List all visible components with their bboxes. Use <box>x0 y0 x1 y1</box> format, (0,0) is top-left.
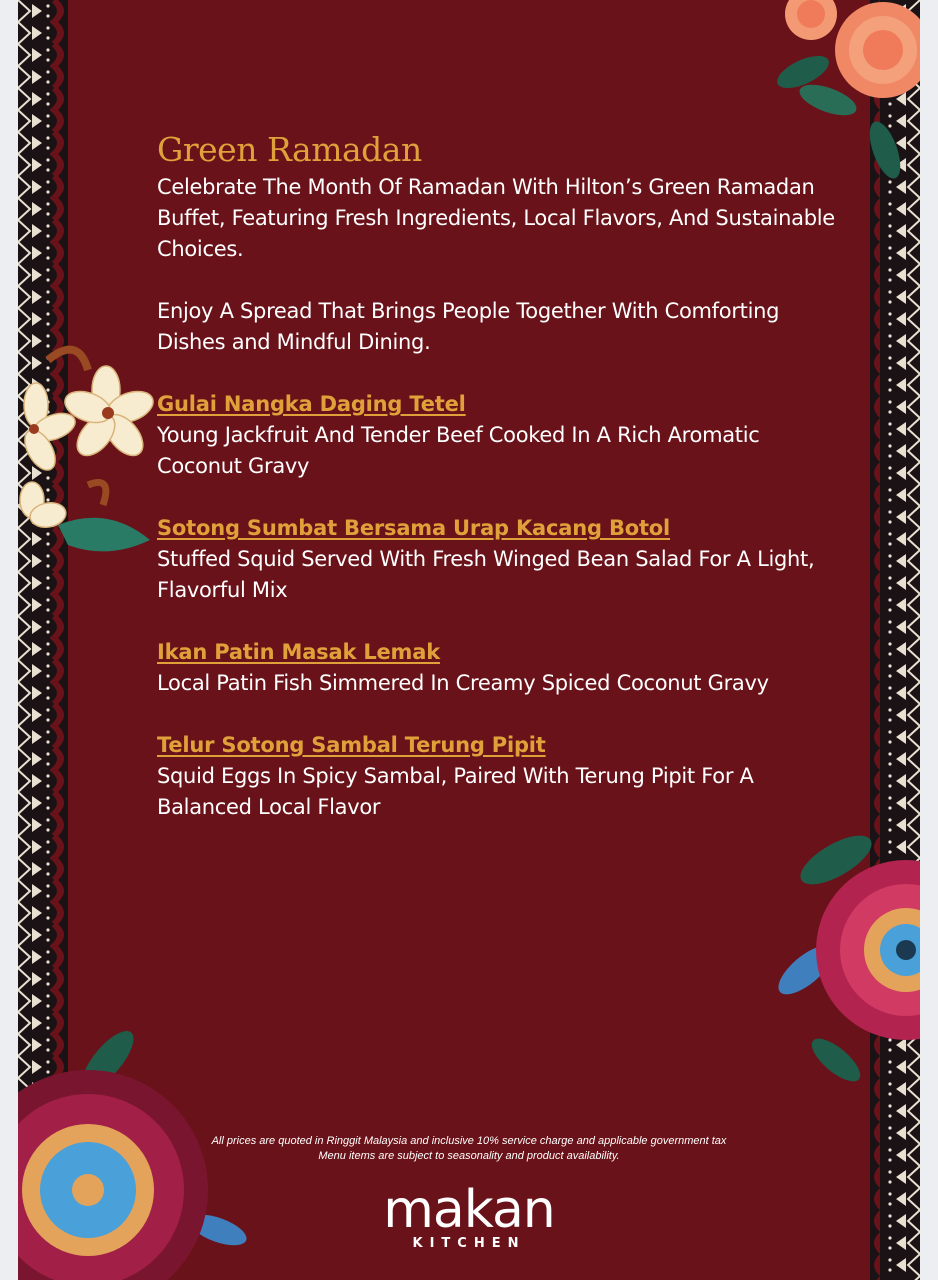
dish-description: Local Patin Fish Simmered In Creamy Spiced Coconut Gravy <box>157 671 769 695</box>
dish-name-link[interactable]: Telur Sotong Sambal Terung Pipit <box>157 733 546 757</box>
dish-item <box>157 637 837 699</box>
menu-page <box>18 0 920 1280</box>
dish-name-link[interactable]: Sotong Sumbat Bersama Urap Kacang Botol <box>157 516 671 540</box>
dish-name-link[interactable]: Ikan Patin Masak Lemak <box>157 640 440 664</box>
logo-wordmark: makan <box>383 1180 555 1240</box>
disclaimer-line-1: All prices are quoted in Ringgit Malaysia and inclusive 10% service charge and applicable government tax <box>211 1135 727 1147</box>
dish-item <box>157 513 837 606</box>
flower-illustration-left <box>18 335 158 575</box>
dish-description: Squid Eggs In Spicy Sambal, Paired With Terung Pipit For A Balanced Local Flavor <box>157 764 754 819</box>
dish-item <box>157 389 837 482</box>
menu-content <box>157 128 837 823</box>
flower-illustration-bottom-right <box>766 800 920 1100</box>
intro-paragraph-2: Enjoy A Spread That Brings People Together With Comforting Dishes and Mindful Dining. <box>157 299 780 354</box>
dish-item <box>157 730 837 823</box>
dish-description: Young Jackfruit And Tender Beef Cooked In A Rich Aromatic Coconut Gravy <box>157 423 760 478</box>
logo-subtitle: KITCHEN <box>412 1236 526 1251</box>
intro-paragraph-1: Celebrate The Month Of Ramadan With Hilton’s Green Ramadan Buffet, Featuring Fresh Ingredients, Local Flavors, And Sustainable Choices. <box>157 175 835 261</box>
disclaimer-line-2: Menu items are subject to seasonality and product availability. <box>318 1150 620 1162</box>
makan-kitchen-logo <box>18 1182 920 1251</box>
page-title: Green Ramadan <box>157 130 422 169</box>
price-disclaimer <box>18 1134 920 1164</box>
dish-description: Stuffed Squid Served With Fresh Winged Bean Salad For A Light, Flavorful Mix <box>157 547 815 602</box>
dish-name-link[interactable]: Gulai Nangka Daging Tetel <box>157 392 466 416</box>
